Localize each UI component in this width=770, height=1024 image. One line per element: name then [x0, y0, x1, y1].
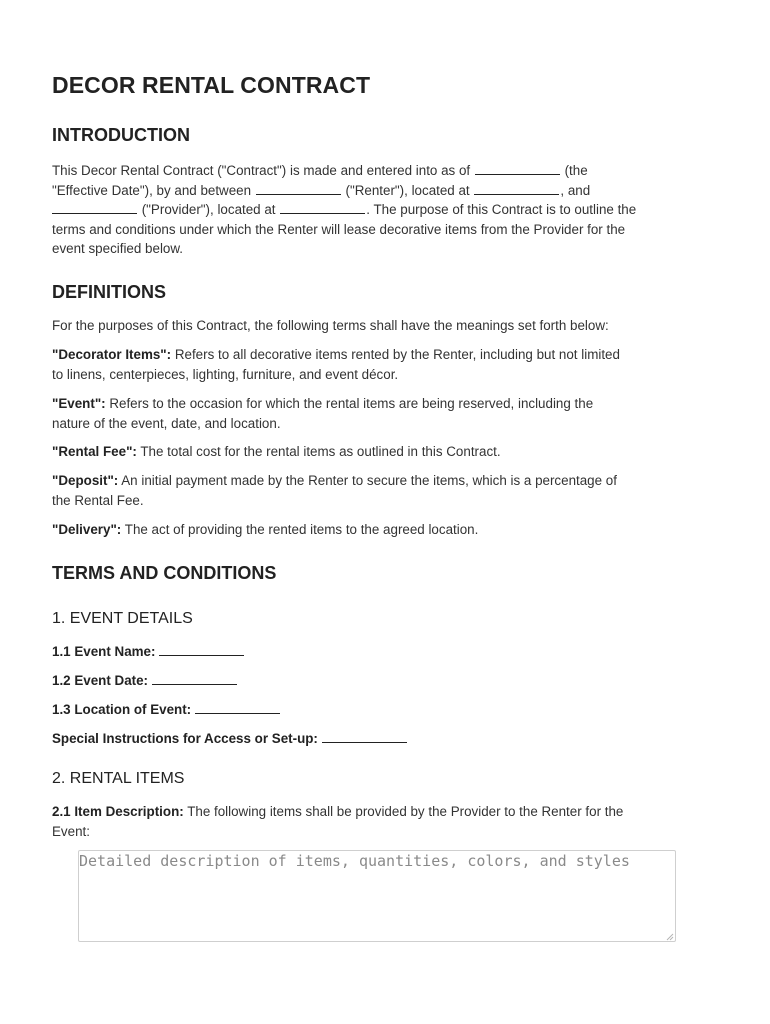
definition-item [52, 394, 720, 433]
effective-date-blank [475, 162, 560, 175]
intro-text: , and [560, 182, 591, 198]
rental-items-heading: 2. RENTAL ITEMS [52, 770, 185, 787]
definition-term: "Event": [52, 396, 106, 411]
field-label: Special Instructions for Access or Set-up: [52, 731, 318, 746]
intro-text: terms and conditions under which the Renter will lease decorative items from the Provider for the [52, 221, 626, 237]
definition-term: "Delivery": [52, 522, 122, 537]
field-label: 1.1 Event Name: [52, 644, 156, 659]
definition-text: Refers to the occasion for which the rental items are being reserved, including the [105, 396, 594, 411]
definitions-heading: DEFINITIONS [52, 282, 167, 302]
field-label: 1.3 Location of Event: [52, 702, 192, 717]
definition-term: "Rental Fee": [52, 444, 137, 459]
document-title: DECOR RENTAL CONTRACT [52, 72, 371, 98]
renter-address-blank [474, 182, 559, 195]
definition-text: nature of the event, date, and location. [52, 415, 281, 431]
item-description-textarea[interactable] [78, 850, 676, 942]
item-description-label: 2.1 Item Description: [52, 804, 184, 819]
terms-heading: TERMS AND CONDITIONS [52, 563, 277, 583]
definition-item [52, 442, 720, 462]
item-description-paragraph [52, 802, 720, 841]
definitions-intro: For the purposes of this Contract, the following terms shall have the meanings set forth below: [52, 318, 609, 333]
event-name-blank [159, 643, 244, 656]
intro-text: "Effective Date"), by and between [52, 182, 255, 198]
provider-address-blank [280, 201, 365, 214]
intro-text: . The purpose of this Contract is to outline the [366, 202, 637, 217]
intro-text: ("Provider"), located at [138, 202, 280, 217]
event-date-blank [152, 672, 237, 685]
definition-text: the Rental Fee. [52, 492, 144, 508]
introduction-heading: INTRODUCTION [52, 125, 190, 145]
intro-text: (the [560, 163, 588, 178]
introduction-paragraph [52, 161, 720, 259]
item-description-text: The following items shall be provided by the Provider to the Renter for the [183, 804, 624, 819]
event-location-field [52, 700, 280, 719]
event-name-field [52, 642, 244, 661]
special-instructions-field [52, 729, 407, 748]
special-instructions-blank [322, 730, 407, 743]
definition-item [52, 345, 720, 384]
definition-text: The act of providing the rented items to the agreed location. [121, 522, 479, 537]
intro-text: event specified below. [52, 241, 184, 256]
event-date-field [52, 671, 237, 690]
renter-name-blank [256, 182, 341, 195]
definition-item [52, 471, 720, 510]
definition-text: to linens, centerpieces, lighting, furniture, and event décor. [52, 366, 399, 382]
definition-text: The total cost for the rental items as outlined in this Contract. [136, 444, 501, 459]
intro-text: ("Renter"), located at [341, 182, 474, 198]
definition-term: "Deposit": [52, 473, 119, 488]
item-description-text: Event: [52, 823, 90, 839]
definition-term: "Decorator Items": [52, 347, 172, 362]
event-location-blank [195, 701, 280, 714]
definition-text: An initial payment made by the Renter to secure the items, which is a percentage of [118, 473, 617, 488]
definition-text: Refers to all decorative items rented by the Renter, including but not limited [171, 347, 620, 362]
event-details-heading: 1. EVENT DETAILS [52, 610, 193, 627]
field-label: 1.2 Event Date: [52, 673, 149, 688]
intro-text: This Decor Rental Contract ("Contract") is made and entered into as of [52, 163, 474, 178]
definition-item [52, 520, 720, 540]
provider-name-blank [52, 201, 137, 214]
